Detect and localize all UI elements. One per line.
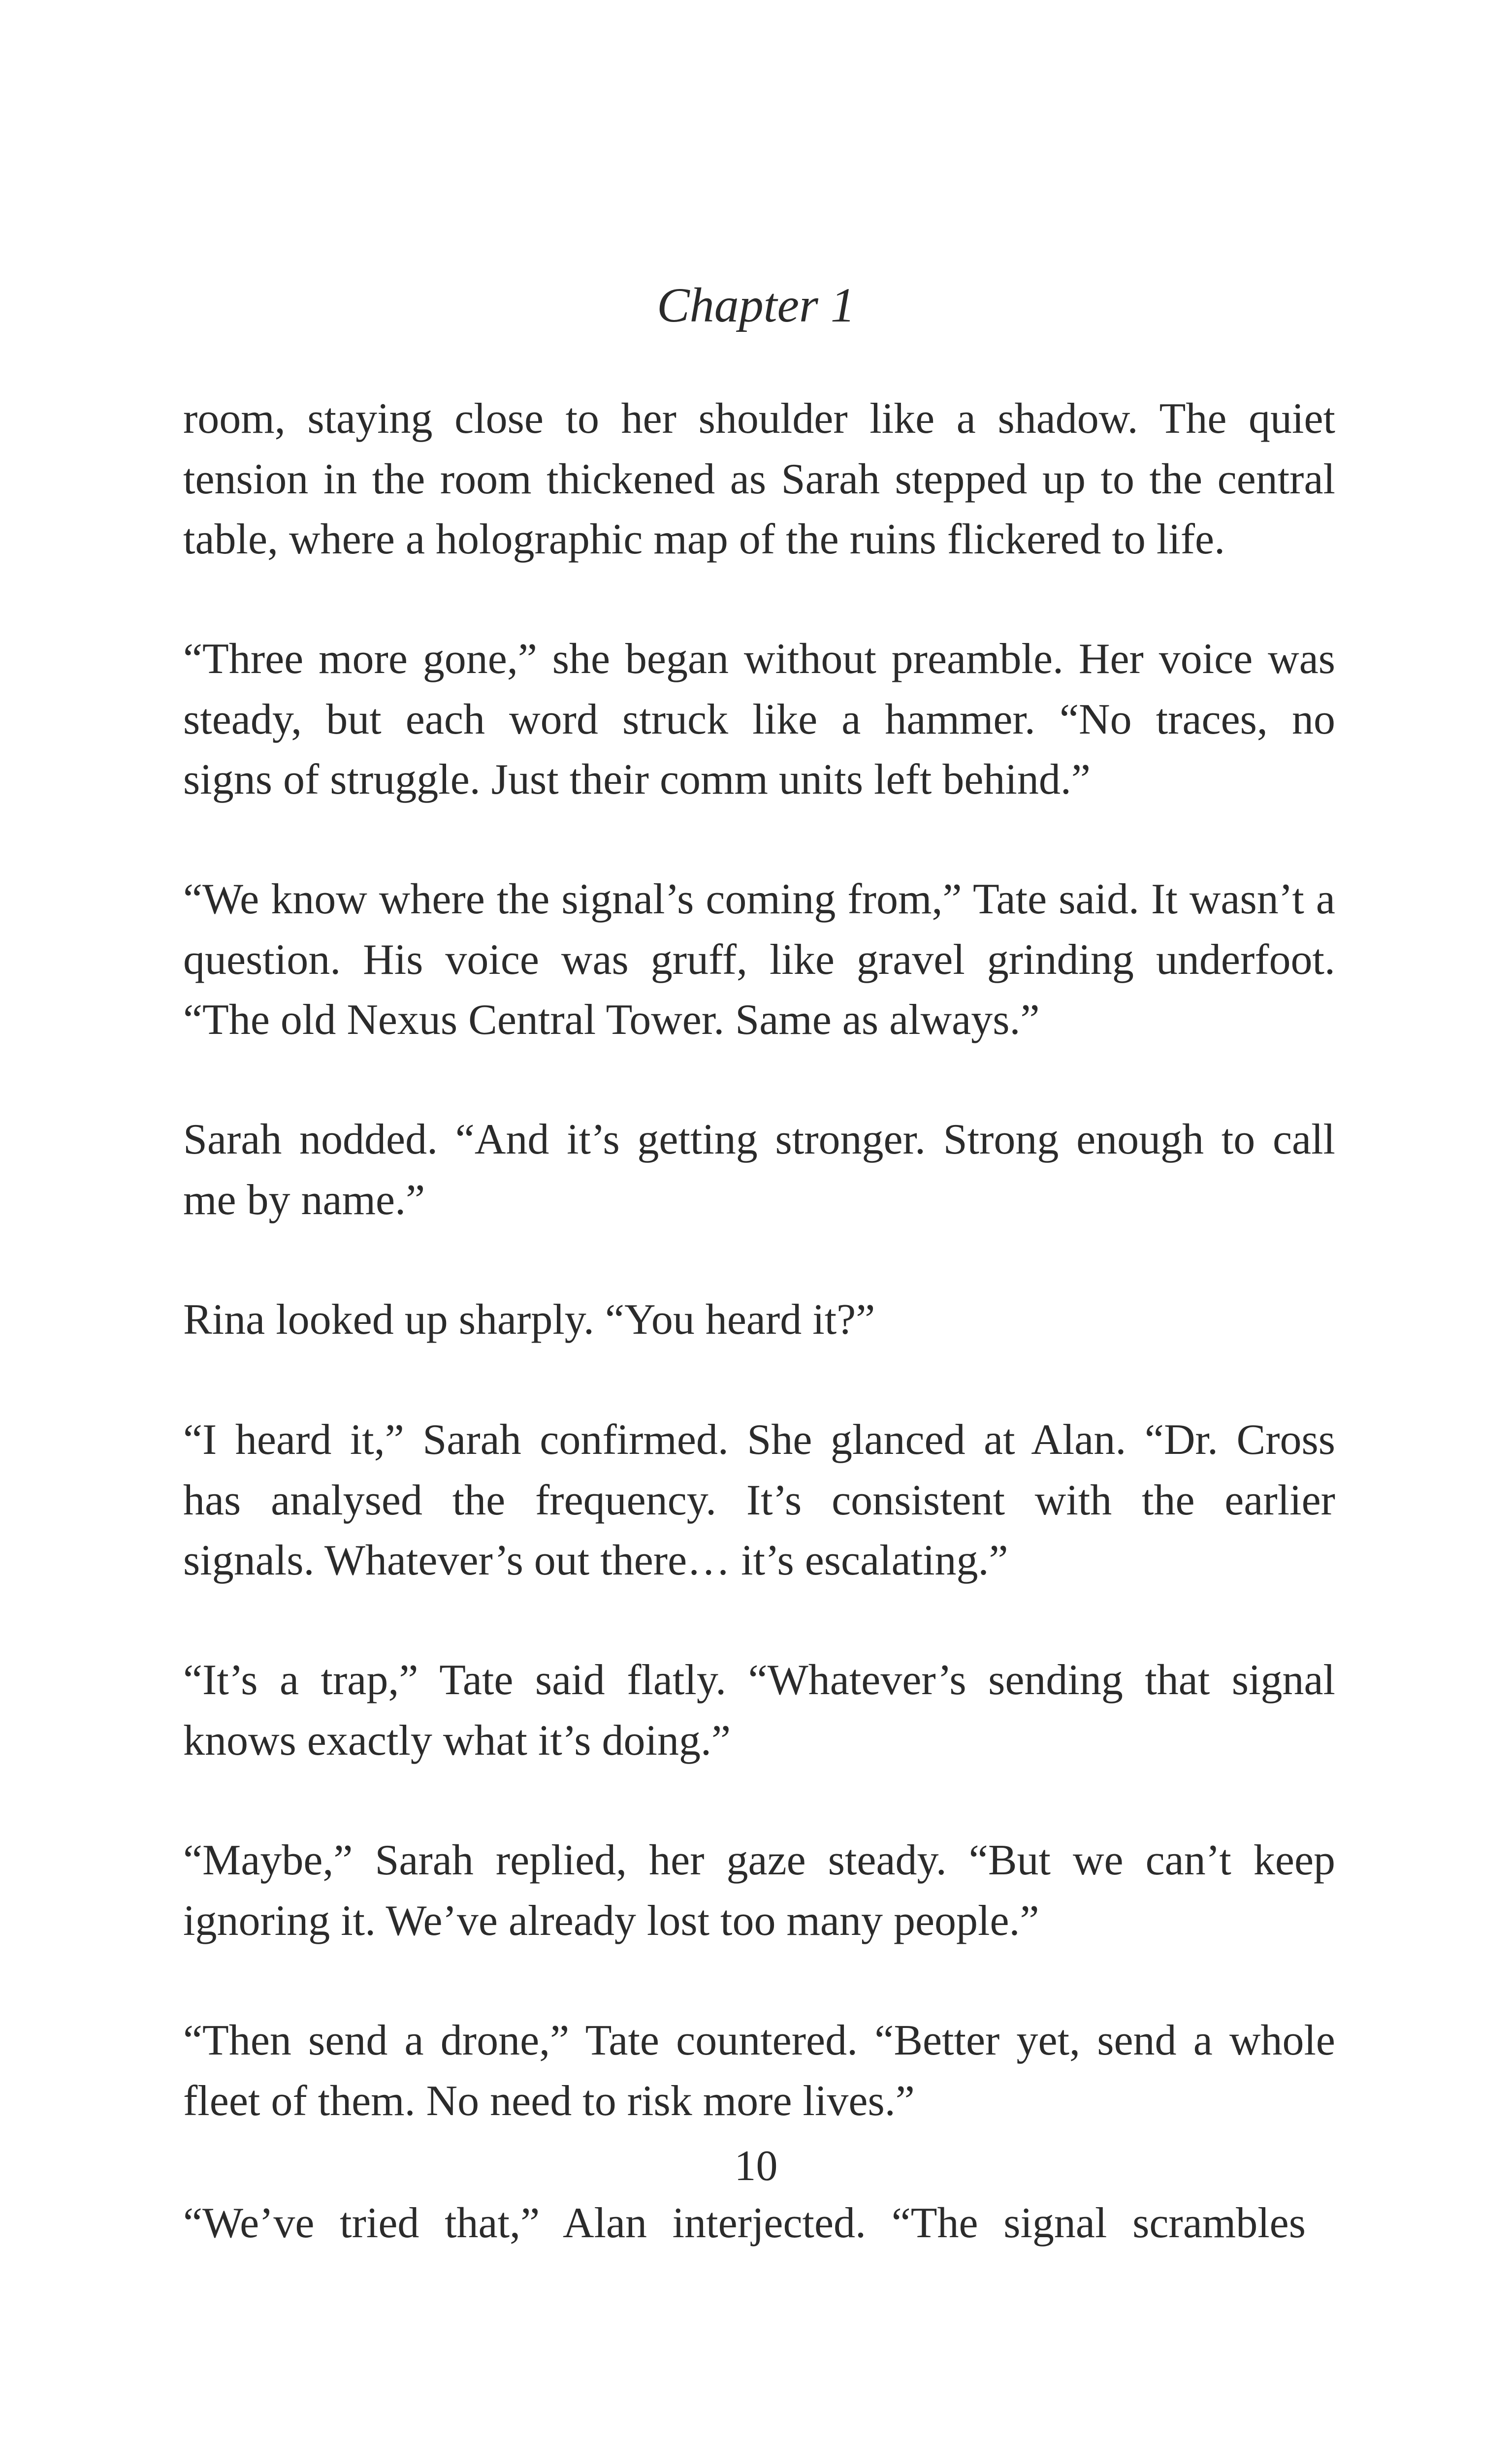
text-line: question. His voice was gruff, like gravel grinding underfoot. <box>183 935 1335 984</box>
paragraph <box>183 1831 1335 1951</box>
paragraph <box>183 2193 1306 2254</box>
text-line: me by name.” <box>183 1176 425 1224</box>
paragraph <box>183 629 1335 810</box>
text-line: “We know where the signal’s coming from,” Tate said. It wasn’t a <box>183 875 1335 923</box>
paragraph <box>183 1110 1335 1230</box>
text-line: tension in the room thickened as Sarah stepped up to the central <box>183 455 1335 503</box>
text-line: “Maybe,” Sarah replied, her gaze steady. “But we can’t keep <box>183 1836 1335 1884</box>
text-line: has analysed the frequency. It’s consistent with the earlier <box>183 1476 1335 1524</box>
paragraph <box>183 1650 1335 1771</box>
paragraph <box>183 389 1335 570</box>
text-line: Rina looked up sharply. “You heard it?” <box>183 1296 875 1344</box>
text-line: signs of struggle. Just their comm units left behind.” <box>183 756 1091 803</box>
text-line: knows exactly what it’s doing.” <box>183 1716 731 1765</box>
text-line: fleet of them. No need to risk more lives.” <box>183 2077 915 2125</box>
chapter-title: Chapter 1 <box>657 278 855 332</box>
text-line: steady, but each word struck like a hammer. “No traces, no <box>183 695 1335 743</box>
text-line: ignoring it. We’ve already lost too many people.” <box>183 1896 1039 1945</box>
text-line: signals. Whatever’s out there… it’s escalating.” <box>183 1537 1008 1584</box>
paragraph <box>183 2011 1335 2131</box>
paragraph <box>183 869 1335 1051</box>
page-number: 10 <box>734 2142 778 2190</box>
text-line: “Then send a drone,” Tate countered. “Better yet, send a whole <box>183 2017 1335 2064</box>
paragraph <box>183 1290 1335 1350</box>
text-line: “It’s a trap,” Tate said flatly. “Whatever’s sending that signal <box>183 1656 1335 1704</box>
text-line: “Three more gone,” she began without preamble. Her voice was <box>183 635 1335 683</box>
text-line: “I heard it,” Sarah confirmed. She glanced at Alan. “Dr. Cross <box>183 1416 1335 1464</box>
text-line: “We’ve tried that,” Alan interjected. “The signal scrambles <box>183 2199 1306 2247</box>
paragraph <box>183 1410 1335 1591</box>
text-line: Sarah nodded. “And it’s getting stronger. Strong enough to call <box>183 1116 1335 1163</box>
text-line: table, where a holographic map of the ruins flickered to life. <box>183 515 1225 563</box>
text-line: room, staying close to her shoulder like a shadow. The quiet <box>183 395 1335 443</box>
text-line: “The old Nexus Central Tower. Same as always.” <box>183 996 1040 1044</box>
